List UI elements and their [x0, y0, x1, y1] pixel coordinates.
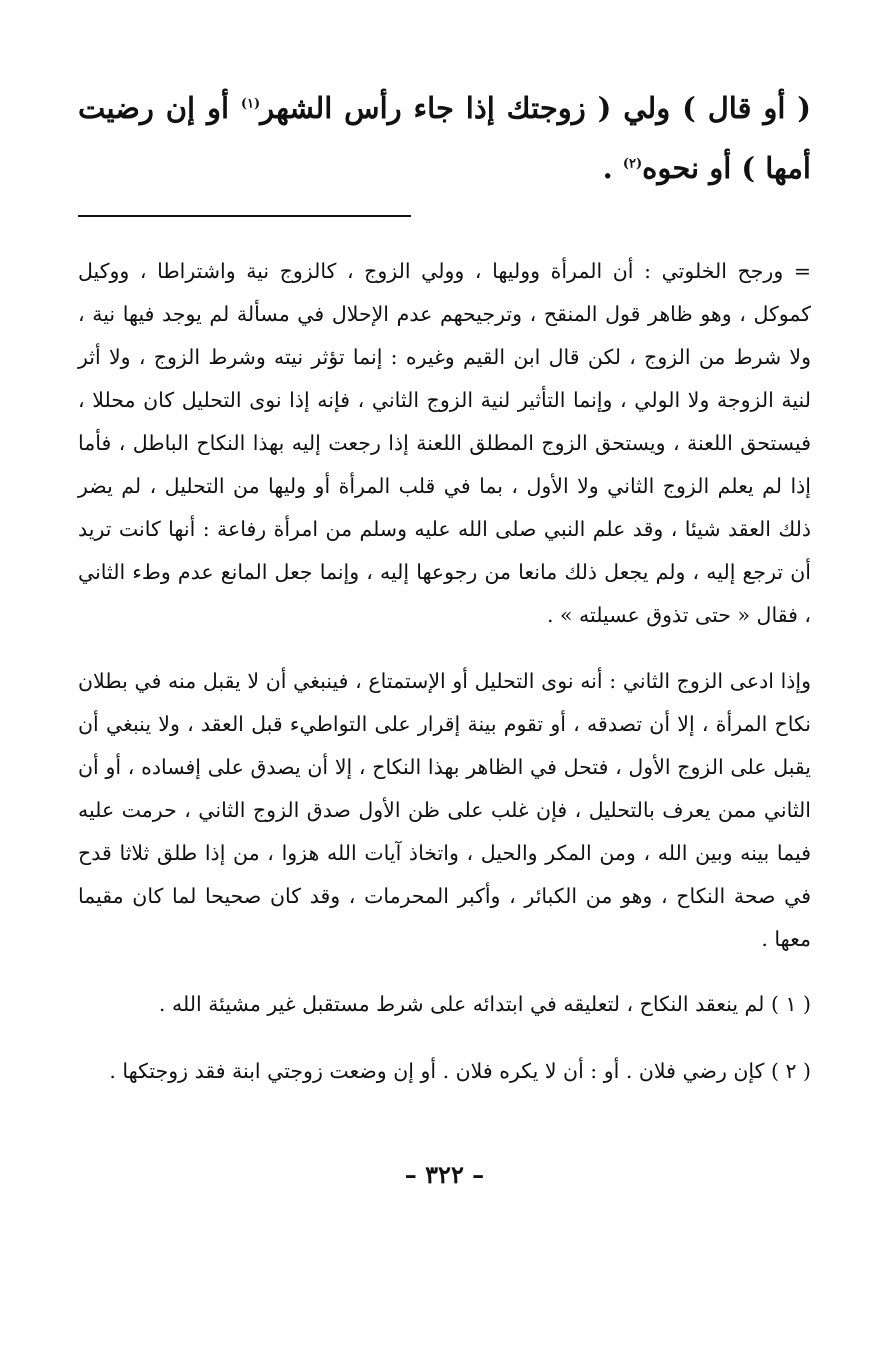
- main-text-part-2: أو إن رضيت أمها ) أو نحوه: [78, 91, 811, 185]
- footnote-1: ( ١ ) لم ينعقد النكاح ، لتعليقه في ابتدائه على شرط مستقبل غير مشيئة الله .: [158, 992, 811, 1016]
- page-number: – ٣٢٢ –: [404, 1160, 485, 1189]
- main-text: [78, 78, 811, 198]
- footnote-separator: [78, 215, 411, 217]
- commentary-paragraph-1-block: [78, 250, 811, 637]
- footnote-ref-2: (٢): [622, 156, 643, 172]
- book-page: [78, 0, 811, 1355]
- footnote-2: ( ٢ ) كإن رضي فلان . أو : أن لا يكره فلان . أو إن وضعت زوجتي ابنة فقد زوجتكها .: [109, 1059, 811, 1083]
- commentary-paragraph-1: = ورجح الخلوتي : أن المرأة ووليها ، وولي الزوج ، كالزوج نية واشتراطا ، ووكيل كموكل ، وهو ظاهر قول المنقح ، وترجيحهم عدم الإحلال في مسألة لم يوجد فيها نية ، ولا شرط من الزوج ، لكن قال ابن القيم وغيره : إنما تؤثر نيته وشرط الزوج ، ولا أثر لنية الزوجة ولا الولي ، وإنما التأثير لنية الزوج الثاني ، فإنه إذا نوى التحليل كان محللا ، فيستحق اللعنة ، ويستحق الزوج المطلق اللعنة إذا رجعت إليه بهذا النكاح الباطل ، فأما إذا لم يعلم الزوج الثاني ولا الأول ، بما في قلب المرأة أو وليها من التحليل ، لم يضر ذلك العقد شيئا ، وقد علم النبي صلى الله عليه وسلم من امرأة رفاعة : أنها كانت تريد أن ترجع إليه ، ولم يجعل ذلك مانعا من رجوعها إليه ، وإنما جعل المانع عدم وطء الثاني ، فقال « حتى تذوق عسيلته » .: [78, 259, 811, 627]
- commentary-paragraph-2: وإذا ادعى الزوج الثاني : أنه نوى التحليل أو الإستمتاع ، فينبغي أن لا يقبل منه في بطلان نكاح المرأة ، إلا أن تصدقه ، أو تقوم بينة إقرار على التواطيء قبل العقد ، ولا ينبغي أن يقبل على الزوج الأول ، فتحل في الظاهر بهذا النكاح ، إلا أن يصدق على إفساده ، أو أن الثاني ممن يعرف بالتحليل ، فإن غلب على ظن الأول صدق الزوج الثاني ، حرمت عليه فيما بينه وبين الله ، ومن المكر والحيل ، واتخاذ آيات الله هزوا ، من إذا طلق ثلاثا قدح في صحة النكاح ، وهو من الكبائر ، وأكبر المحرمات ، وقد كان صحيحا لما كان مقيما معها .: [78, 669, 811, 951]
- main-text-part-1: ( أو قال ) ولي ( زوجتك إذا جاء رأس الشهر: [260, 91, 811, 125]
- footnote-ref-1: (١): [240, 96, 261, 112]
- commentary-paragraph-2-block: [78, 660, 811, 961]
- footnote-2-block: [78, 1050, 811, 1093]
- footnote-1-block: [78, 983, 811, 1026]
- main-text-part-3: .: [602, 151, 623, 185]
